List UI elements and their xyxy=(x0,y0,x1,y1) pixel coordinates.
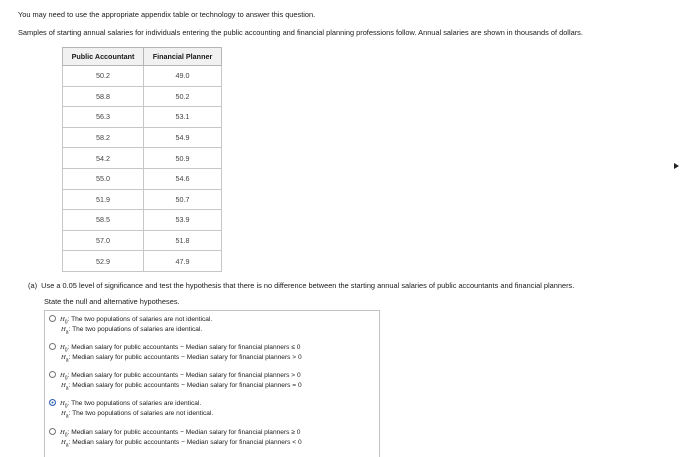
hypothesis-option[interactable] xyxy=(49,315,212,335)
alternative-hypothesis-text: : Median salary for public accountants − Median salary for financial planners > 0 xyxy=(68,354,302,361)
h0-symbol: H xyxy=(60,316,65,323)
public-accountant-cell: 57.0 xyxy=(63,230,144,251)
table-row xyxy=(63,189,222,210)
table-row xyxy=(63,148,222,169)
h0-subscript: 0 xyxy=(64,319,68,326)
part-a-label: (a) xyxy=(28,281,38,290)
ha-symbol: H xyxy=(61,439,66,446)
h0-subscript: 0 xyxy=(64,403,68,410)
ha-subscript: a xyxy=(65,385,69,392)
null-hypothesis-text: : Median salary for public accountants − Median salary for financial planners ≤ 0 xyxy=(67,344,301,351)
radio-button[interactable] xyxy=(49,343,56,350)
public-accountant-cell: 55.0 xyxy=(63,168,144,189)
alternative-hypothesis-text: : The two populations of salaries are identical. xyxy=(68,326,203,333)
ha-symbol: H xyxy=(61,326,66,333)
h0-subscript: 0 xyxy=(64,432,68,439)
financial-planner-cell: 50.7 xyxy=(144,189,222,210)
financial-planner-cell: 53.9 xyxy=(144,210,222,231)
salary-table xyxy=(62,47,222,272)
public-accountant-cell: 56.3 xyxy=(63,107,144,128)
hypothesis-option[interactable] xyxy=(49,371,302,391)
header-public-accountant: Public Accountant xyxy=(63,48,144,66)
public-accountant-cell: 50.2 xyxy=(63,66,144,87)
table-row xyxy=(63,210,222,231)
ha-symbol: H xyxy=(61,410,66,417)
h0-subscript: 0 xyxy=(64,375,68,382)
h0-symbol: H xyxy=(60,344,65,351)
ha-symbol: H xyxy=(61,382,66,389)
financial-planner-cell: 54.9 xyxy=(144,127,222,148)
null-hypothesis-text: : The two populations of salaries are not identical. xyxy=(67,316,213,323)
instruction-text: You may need to use the appropriate appendix table or technology to answer this question. xyxy=(18,10,316,19)
ha-subscript: a xyxy=(65,357,69,364)
financial-planner-cell: 54.6 xyxy=(144,168,222,189)
financial-planner-cell: 49.0 xyxy=(144,66,222,87)
intro-text: Samples of starting annual salaries for individuals entering the public accounting and financial planning professions follow. Annual salaries are shown in thousands of dollars. xyxy=(18,28,583,37)
null-hypothesis-text: : Median salary for public accountants − Median salary for financial planners > 0 xyxy=(67,372,301,379)
ha-symbol: H xyxy=(61,354,66,361)
radio-button[interactable] xyxy=(49,428,56,435)
financial-planner-cell: 53.1 xyxy=(144,107,222,128)
hypothesis-options xyxy=(44,310,380,457)
financial-planner-cell: 51.8 xyxy=(144,230,222,251)
ha-subscript: a xyxy=(65,329,69,336)
public-accountant-cell: 58.8 xyxy=(63,86,144,107)
null-hypothesis-text: : The two populations of salaries are identical. xyxy=(67,400,202,407)
header-financial-planner: Financial Planner xyxy=(144,48,222,66)
radio-button[interactable] xyxy=(49,399,56,406)
hypothesis-option[interactable] xyxy=(49,399,213,419)
hypothesis-instruction: State the null and alternative hypotheses. xyxy=(44,297,180,306)
radio-button[interactable] xyxy=(49,315,56,322)
table-row xyxy=(63,107,222,128)
alternative-hypothesis-text: : Median salary for public accountants − Median salary for financial planners = 0 xyxy=(68,382,302,389)
table-row xyxy=(63,66,222,87)
part-a-question xyxy=(28,281,574,290)
alternative-hypothesis-text: : Median salary for public accountants − Median salary for financial planners < 0 xyxy=(68,439,302,446)
financial-planner-cell: 50.9 xyxy=(144,148,222,169)
h0-subscript: 0 xyxy=(64,347,68,354)
ha-subscript: a xyxy=(65,413,69,420)
public-accountant-cell: 51.9 xyxy=(63,189,144,210)
table-row xyxy=(63,251,222,272)
table-row xyxy=(63,230,222,251)
table-row xyxy=(63,127,222,148)
table-row xyxy=(63,168,222,189)
public-accountant-cell: 58.2 xyxy=(63,127,144,148)
hypothesis-option[interactable] xyxy=(49,343,302,363)
hypothesis-option[interactable] xyxy=(49,428,302,448)
public-accountant-cell: 52.9 xyxy=(63,251,144,272)
h0-symbol: H xyxy=(60,372,65,379)
h0-symbol: H xyxy=(60,400,65,407)
public-accountant-cell: 58.5 xyxy=(63,210,144,231)
h0-symbol: H xyxy=(60,429,65,436)
mouse-cursor xyxy=(674,163,679,169)
radio-button[interactable] xyxy=(49,371,56,378)
part-a-text: Use a 0.05 level of significance and test the hypothesis that there is no difference between the starting annual salaries of public accountants and financial planners. xyxy=(41,281,575,290)
alternative-hypothesis-text: : The two populations of salaries are not identical. xyxy=(68,410,214,417)
financial-planner-cell: 50.2 xyxy=(144,86,222,107)
public-accountant-cell: 54.2 xyxy=(63,148,144,169)
table-row xyxy=(63,86,222,107)
null-hypothesis-text: : Median salary for public accountants − Median salary for financial planners ≥ 0 xyxy=(67,429,301,436)
financial-planner-cell: 47.9 xyxy=(144,251,222,272)
ha-subscript: a xyxy=(65,442,69,449)
